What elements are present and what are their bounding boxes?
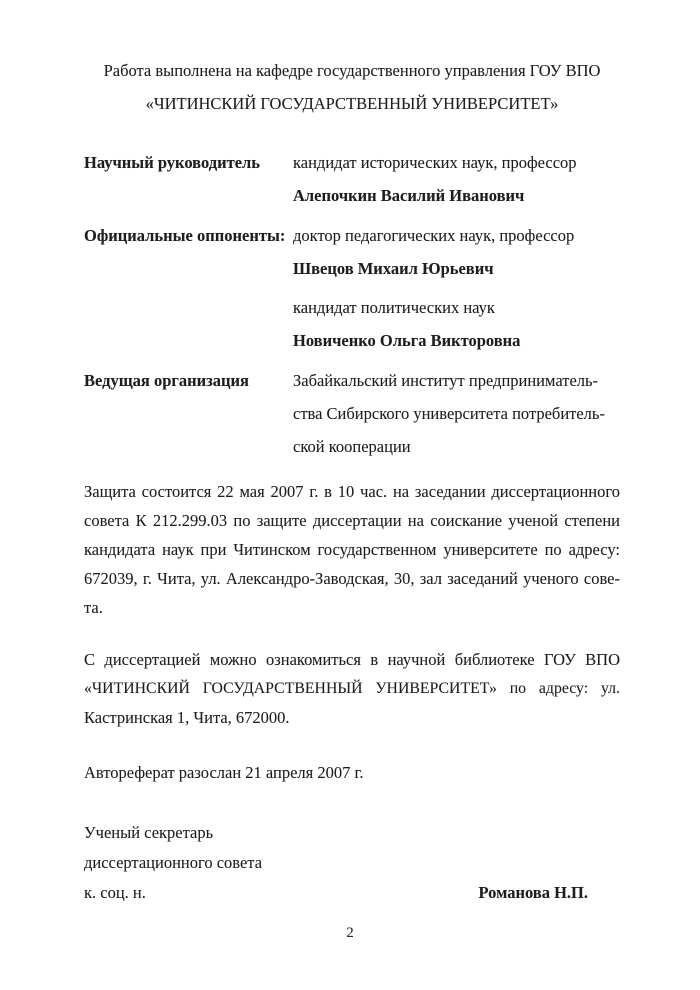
secretary-name: Романова Н.П. xyxy=(478,883,588,902)
opponents-value xyxy=(293,219,620,357)
signature-block xyxy=(84,818,620,908)
leading-organization-label: Ведущая организация xyxy=(84,371,249,390)
page-number: 2 xyxy=(346,925,354,941)
opponents-row xyxy=(84,219,620,357)
defense-paragraph-line: совета К 212.299.03 по защите диссертации на соискание ученой степени xyxy=(84,511,620,530)
signature-title-line: диссертационного совета xyxy=(84,853,263,872)
defense-paragraph-line: Защита состоится 22 мая 2007 г. в 10 час. на заседании диссертационного xyxy=(84,482,620,501)
supervisor-degree: кандидат исторических наук, профессор xyxy=(293,153,577,172)
library-paragraph-line: С диссертацией можно ознакомиться в научной библиотеке ГОУ ВПО xyxy=(84,650,620,669)
opponent-first-degree: доктор педагогических наук, профессор xyxy=(293,226,575,245)
leading-organization-line: Забайкальский институт предприниматель- xyxy=(293,371,599,390)
supervisor-row xyxy=(84,146,620,212)
signature-bottom-row xyxy=(84,878,620,908)
defense-paragraph xyxy=(84,477,620,622)
defense-paragraph-line: та. xyxy=(84,598,103,617)
leading-organization-row xyxy=(84,364,620,463)
defense-paragraph-line: 672039, г. Чита, ул. Александро-Заводская, 30, зал заседаний ученого сове- xyxy=(84,569,620,588)
defense-paragraph-line: кандидата наук при Читинском государственном университете по адресу: xyxy=(84,540,620,559)
opponent-first-name: Швецов Михаил Юрьевич xyxy=(293,259,494,278)
opponent-first xyxy=(293,219,620,285)
leading-organization-line: ства Сибирского университета потребитель- xyxy=(293,404,605,423)
abstract-mailed-line: Автореферат разослан 21 апреля 2007 г. xyxy=(84,763,364,782)
opponent-second-name: Новиченко Ольга Викторовна xyxy=(293,331,521,350)
opponents-label: Официальные оппоненты: xyxy=(84,226,286,245)
opponent-second-degree: кандидат политических наук xyxy=(293,298,495,317)
header-line-university: «ЧИТИНСКИЙ ГОСУДАРСТВЕННЫЙ УНИВЕРСИТЕТ» xyxy=(145,94,559,113)
supervisor-value xyxy=(293,146,620,212)
header-line-department: Работа выполнена на кафедре государственного управления ГОУ ВПО xyxy=(103,61,601,80)
signature-title-line: Ученый секретарь xyxy=(84,823,214,842)
leading-organization-value xyxy=(293,364,620,463)
opponent-second xyxy=(293,291,620,357)
supervisor-label: Научный руководитель xyxy=(84,153,260,172)
committee-section xyxy=(84,146,620,463)
supervisor-name: Алепочкин Василий Иванович xyxy=(293,186,525,205)
leading-organization-line: ской кооперации xyxy=(293,437,411,456)
library-paragraph xyxy=(84,645,620,732)
header-block xyxy=(84,54,620,120)
library-paragraph-line: «ЧИТИНСКИЙ ГОСУДАРСТВЕННЫЙ УНИВЕРСИТЕТ» по адресу: ул. xyxy=(84,680,620,697)
signature-degree: к. соц. н. xyxy=(84,883,146,902)
library-paragraph-line: Кастринская 1, Чита, 672000. xyxy=(84,708,290,727)
